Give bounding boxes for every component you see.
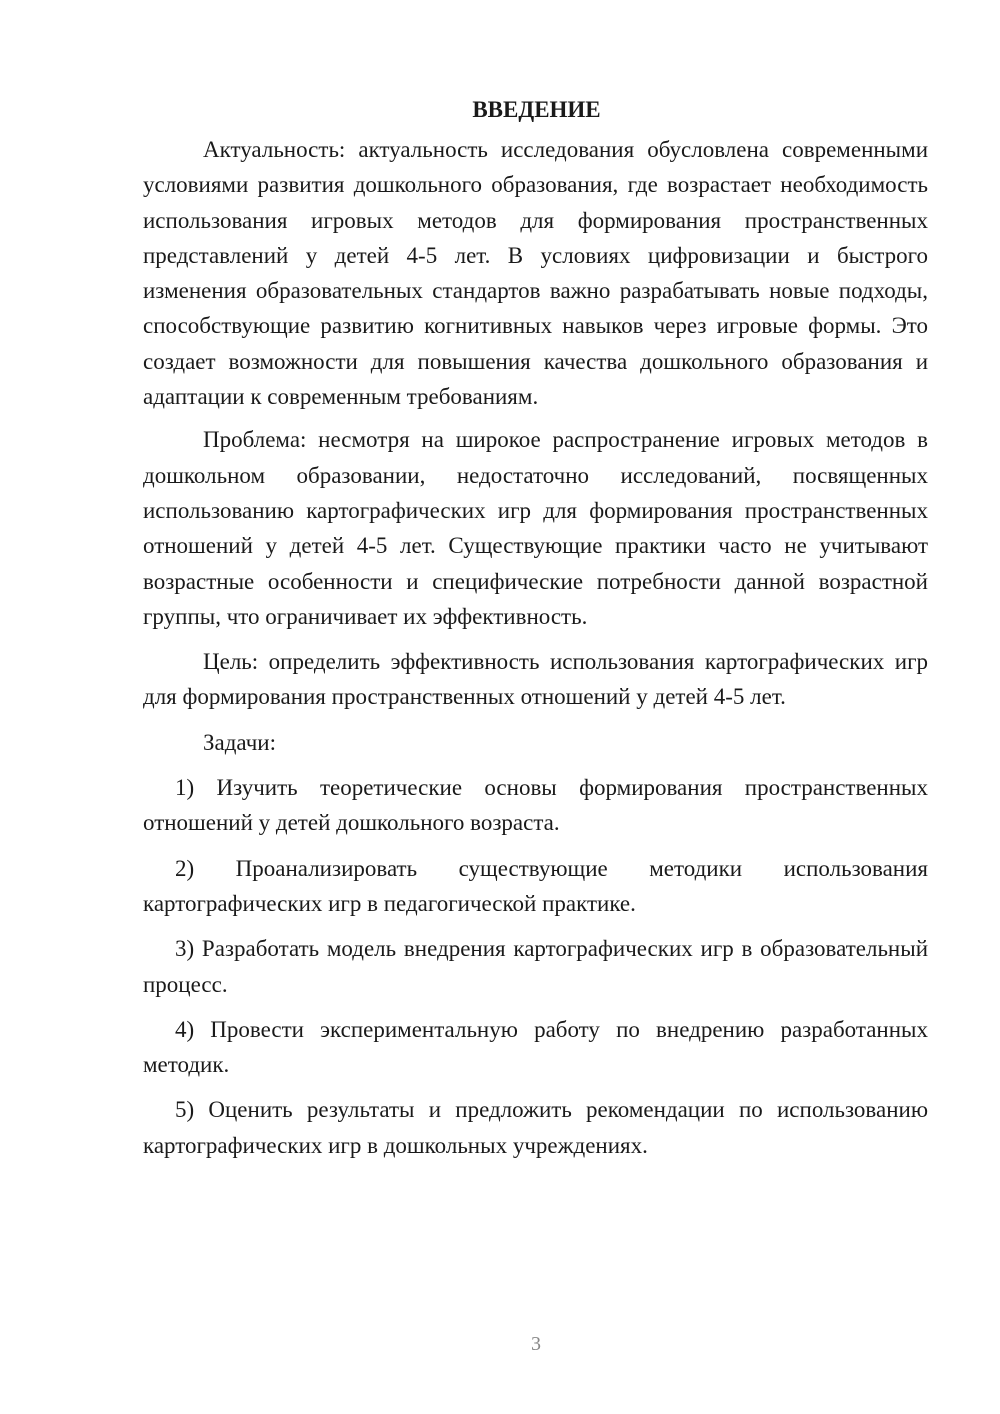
page-title: ВВЕДЕНИЕ [472,97,601,122]
relevance-paragraph: Актуальность: актуальность исследования обусловлена современными условиями развития дошкольного образования, где возрастает необходимость использования игровых методов для формирования пространственных представлений у детей 4-5 лет. В условиях цифровизации и быстрого изменения образовательных стандартов важно разрабатывать новые подходы, способствующие развитию когнитивных навыков через игровые формы. Это создает возможности для повышения качества дошкольного образования и адаптации к современным требованиям. [143,137,928,410]
problem-paragraph: Проблема: несмотря на широкое распространение игровых методов в дошкольном образовании, недостаточно исследований, посвященных использованию картографических игр для формирования пространственных отношений у детей 4-5 лет. Существующие практики часто не учитывают возрастные особенности и специфические потребности данной возрастной группы, что ограничивает их эффективность. [143,427,928,629]
task-item-4: 4) Провести экспериментальную работу по внедрению разработанных методик. [143,1016,928,1078]
document-page [143,92,928,1163]
tasks-list [143,770,928,1163]
task-item-5: 5) Оценить результаты и предложить рекомендации по использованию картографических игр в дошкольных учреждениях. [143,1097,928,1158]
tasks-label: Задачи: [203,729,276,755]
task-item-1: 1) Изучить теоретические основы формирования пространственных отношений у детей дошкольного возраста. [143,775,928,836]
task-item-2: 2) Проанализировать существующие методики использования картографических игр в педагогической практике. [143,855,928,916]
goal-paragraph: Цель: определить эффективность использования картографических игр для формирования пространственных отношений у детей 4-5 лет. [143,649,928,710]
page-number: 3 [531,1333,541,1355]
task-item-3: 3) Разработать модель внедрения картографических игр в образовательный процесс. [143,936,928,997]
